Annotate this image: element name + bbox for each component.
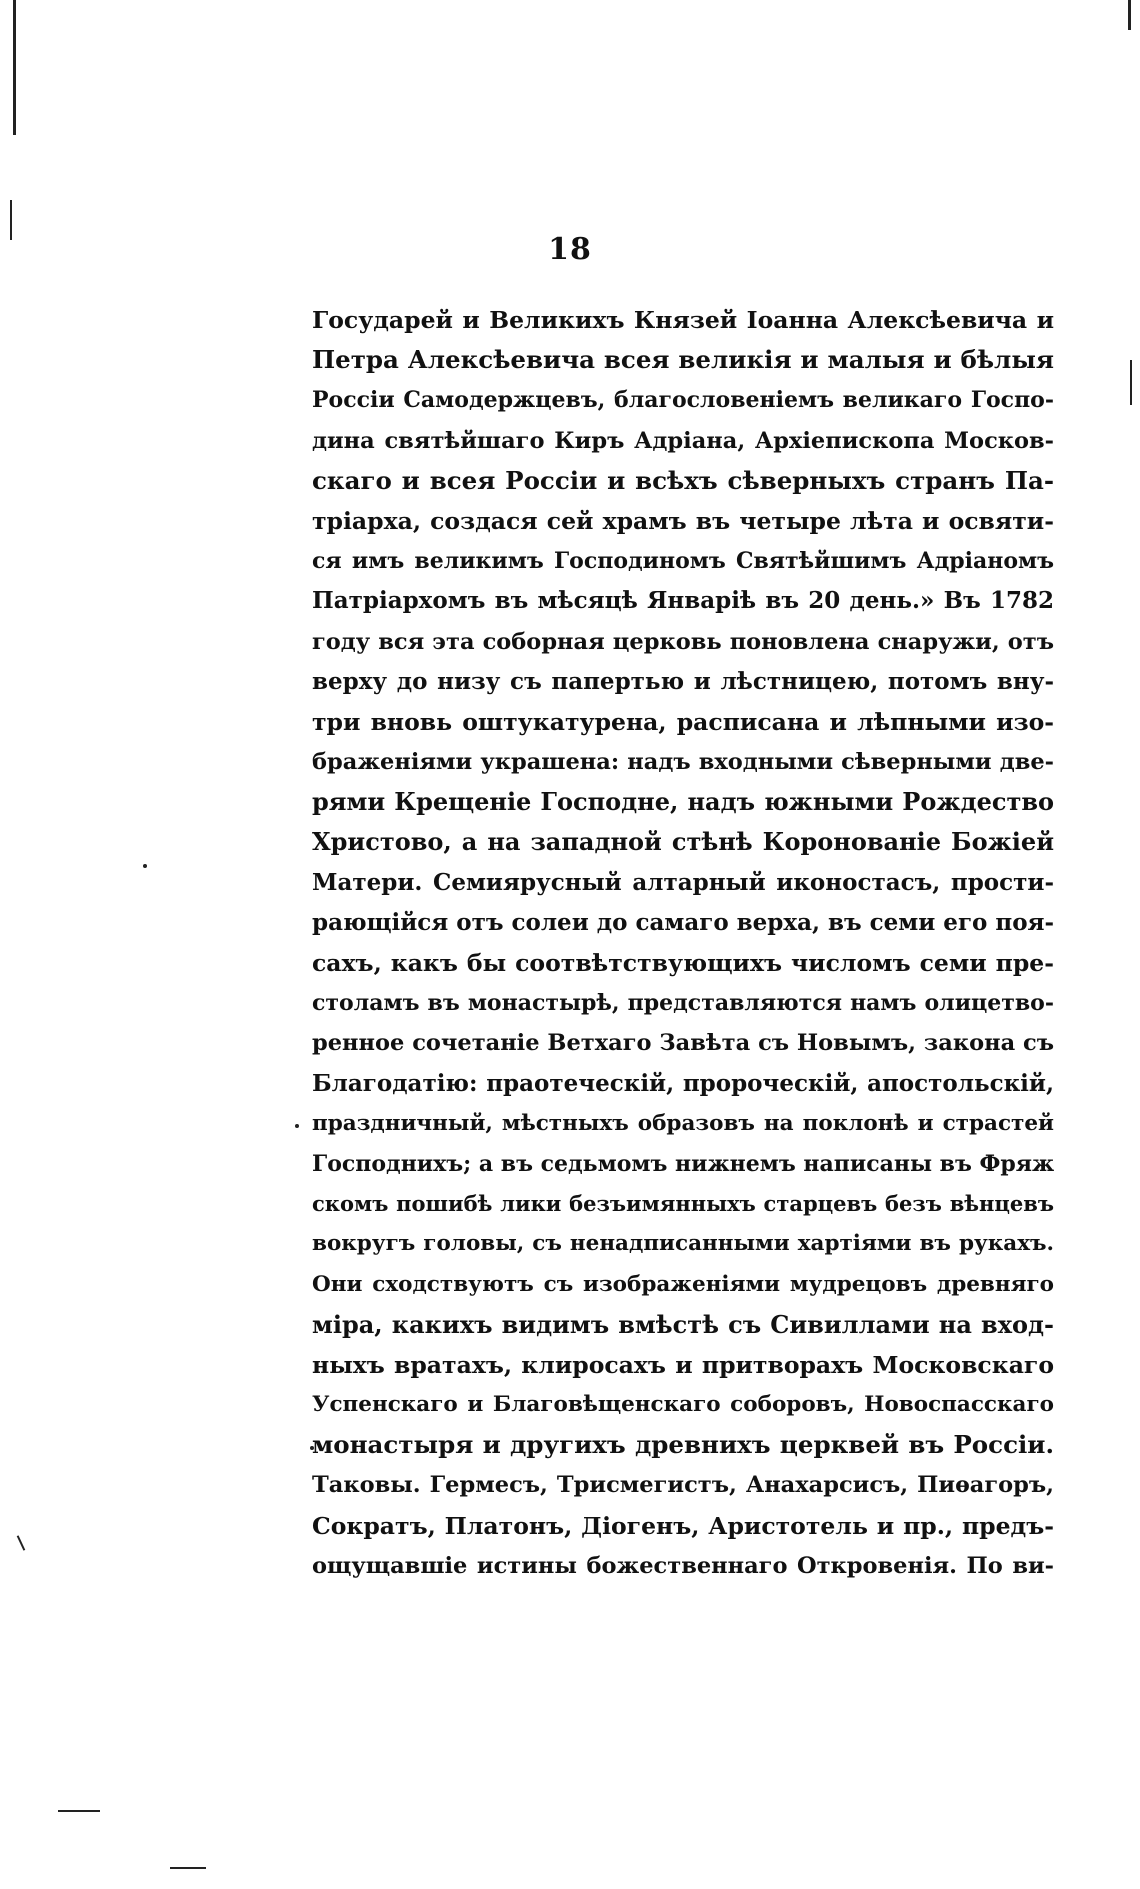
scan-margin-mark <box>1130 360 1132 405</box>
text-line: Христово, а на западной стѣнѣ Коронованіе Божіей <box>312 827 1054 857</box>
text-line: Господнихъ; а въ седьмомъ нижнемъ написаны въ Фряж <box>312 1150 1055 1177</box>
text-line: рающійся отъ солеи до самаго верха, въ семи его поя- <box>312 908 1055 936</box>
page-number: 18 <box>548 232 592 267</box>
text-line: Матери. Семиярусный алтарный иконостасъ, прости- <box>312 868 1054 896</box>
text-line: три вновь оштукатурена, расписана и лѣпными изо- <box>312 707 1054 736</box>
text-line: монастыря и другихъ древнихъ церквей въ Россіи. <box>312 1430 1054 1460</box>
scan-speck <box>143 864 147 868</box>
text-line: скомъ пошибѣ лики безъимянныхъ старцевъ безъ вѣнцевъ <box>312 1191 1054 1217</box>
text-line: верху до низу съ папертью и лѣстницею, потомъ вну- <box>312 667 1054 695</box>
text-line: Благодатію: праотеческій, пророческій, апостольскій, <box>312 1069 1054 1097</box>
text-line: ныхъ вратахъ, клиросахъ и притворахъ Московскаго <box>312 1350 1054 1379</box>
text-line: Россіи Самодержцевъ, благословеніемъ великаго Госпо- <box>312 387 1054 414</box>
text-line: Патріархомъ въ мѣсяцѣ Январіѣ въ 20 день.» Въ 1782 <box>312 587 1054 615</box>
text-line: дина святѣйшаго Киръ Адріана, Архіепископа Москов- <box>312 427 1054 454</box>
scan-margin-mark <box>1128 0 1131 30</box>
text-line: сахъ, какъ бы соотвѣтствующихъ числомъ семи пре- <box>312 949 1054 977</box>
text-line: тріарха, создася сей храмъ въ четыре лѣта и освяти- <box>312 506 1054 535</box>
text-line: ренное сочетаніе Ветхаго Завѣта съ Новымъ, закона съ <box>312 1030 1054 1057</box>
scan-margin-mark <box>58 1810 100 1812</box>
text-line: скаго и всея Россіи и всѣхъ сѣверныхъ странъ Па- <box>312 465 1054 495</box>
text-line: Государей и Великихъ Князей Іоанна Алексѣевича и <box>312 306 1054 334</box>
body-text <box>312 300 1054 1586</box>
text-line: рями Крещеніе Господне, надъ южными Рождество <box>312 787 1054 817</box>
text-line: Сократъ, Платонъ, Діогенъ, Аристотель и пр., предъ- <box>312 1511 1054 1540</box>
text-line: вокругъ головы, съ ненадписанными хартіями въ рукахъ. <box>312 1231 1054 1257</box>
text-line: браженіями украшена: надъ входными сѣверными две- <box>312 749 1054 776</box>
text-line: Они сходствуютъ съ изображеніями мудрецовъ древняго <box>312 1271 1054 1297</box>
text-line: міра, какихъ видимъ вмѣстѣ съ Сивиллами на вход- <box>312 1309 1054 1339</box>
text-line: Успенскаго и Благовѣщенскаго соборовъ, Новоспасскаго <box>312 1392 1054 1418</box>
scan-speck <box>295 1124 299 1128</box>
scan-margin-mark <box>13 0 16 135</box>
text-line: столамъ въ монастырѣ, представляются намъ олицетво- <box>312 990 1054 1017</box>
text-line: праздничный, мѣстныхъ образовъ на поклонѣ и страстей <box>312 1110 1054 1136</box>
text-line: году вся эта соборная церковь поновлена снаружи, отъ <box>312 628 1054 655</box>
scan-margin-mark <box>170 1867 206 1869</box>
text-line: Таковы. Гермесъ, Трисмегистъ, Анахарсисъ, Пиѳагоръ, <box>312 1472 1054 1499</box>
scan-speck <box>17 1535 26 1550</box>
text-line: Петра Алексѣевича всея великія и малыя и бѣлыя <box>312 345 1054 375</box>
text-line: ощущавшіе истины божественнаго Откровенія. По ви- <box>312 1552 1054 1579</box>
text-line: ся имъ великимъ Господиномъ Святѣйшимъ Адріаномъ <box>312 548 1054 575</box>
